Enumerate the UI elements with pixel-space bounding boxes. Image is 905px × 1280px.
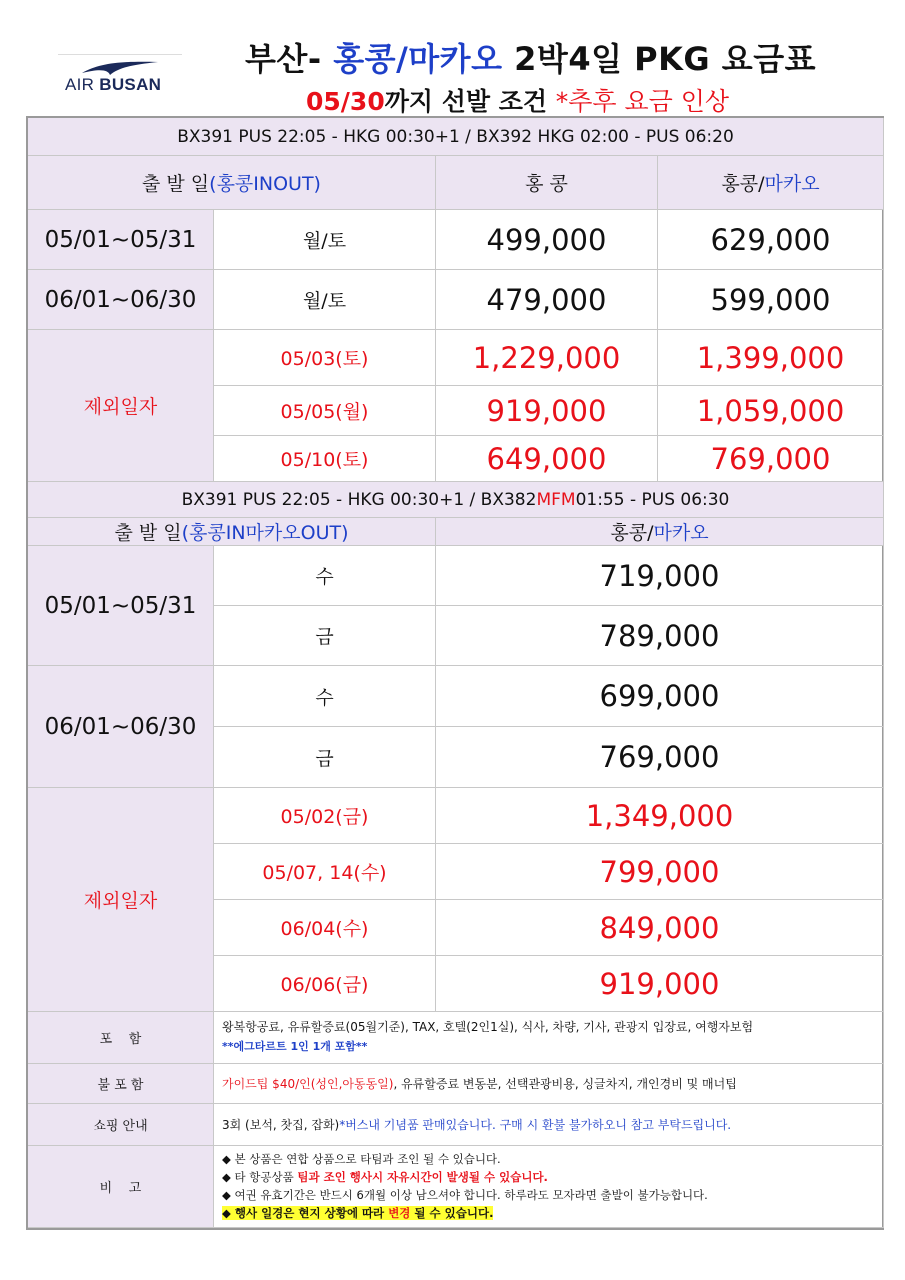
days-cell: 월/토: [214, 270, 436, 330]
excluded-date-cell: 06/04(수): [214, 900, 436, 956]
price-hk-cell: 499,000: [436, 210, 658, 270]
include-text: 왕복항공료, 유류할증료(05월기준), TAX, 호텔(2인1실), 식사, 차량, 기사, 관광지 입장료, 여행자보험 **에그타르트 1인 1개 포함**: [214, 1012, 884, 1064]
excluded-date-cell: 06/06(금): [214, 956, 436, 1012]
excluded-dates-label: 제외일자: [28, 788, 214, 1012]
price-cell: 769,000: [436, 727, 884, 788]
header: [0, 0, 905, 116]
period-cell: 06/01~06/30: [28, 270, 214, 330]
period-cell: 05/01~05/31: [28, 210, 214, 270]
hongkong-macau-header-2: 홍콩/ 마카오: [436, 518, 884, 546]
day-cell: 금: [214, 606, 436, 666]
excluded-price-hkmc-cell: 1,399,000: [658, 330, 884, 386]
excluded-price-hk-cell: 649,000: [436, 436, 658, 482]
shopping-text: 3회 (보석, 찻집, 잡화) *버스내 기념품 판매있습니다. 구매 시 환불 불가하오니 참고 부탁드립니다.: [214, 1104, 884, 1146]
excluded-price-cell: 849,000: [436, 900, 884, 956]
excluded-price-hk-cell: 919,000: [436, 386, 658, 436]
flight-info-row-2: BX391 PUS 22:05 - HKG 00:30+1 / BX382 MFM 01:55 - PUS 06:30: [28, 482, 884, 518]
air-busan-logo: [58, 54, 182, 98]
page-title: 부산- 홍콩/마카오 2박4일 PKG 요금표: [245, 40, 817, 78]
price-cell: 719,000: [436, 546, 884, 606]
excluded-price-cell: 1,349,000: [436, 788, 884, 844]
excluded-date-cell: 05/10(토): [214, 436, 436, 482]
excluded-price-cell: 799,000: [436, 844, 884, 900]
hongkong-header: 홍 콩: [436, 156, 658, 210]
remarks-label: 비 고: [28, 1146, 214, 1228]
logo-text: AIR BUSAN: [65, 75, 162, 94]
period-cell: 06/01~06/30: [28, 666, 214, 788]
day-cell: 수: [214, 666, 436, 727]
include-label: 포 함: [28, 1012, 214, 1064]
remarks-text: ◆ 본 상품은 연합 상품으로 타팀과 조인 될 수 있습니다. ◆ 타 항공상품 팀과 조인 행사시 자유시간이 발생될 수 있습니다. ◆ 여권 유효기간은 반드시 6개월 이상 남으셔야 합니다. 하루라도 모자라면 출발이 불가능합니다. ◆ 행사 일경은 현지 상황에 따라 변경 될 수 있습니다.: [214, 1146, 884, 1228]
departure-header-2: 출 발 일 (홍콩IN마카오OUT): [28, 518, 436, 546]
excluded-price-hkmc-cell: 1,059,000: [658, 386, 884, 436]
hongkong-macau-header-1: 홍콩/ 마카오: [658, 156, 884, 210]
page-subtitle: 05/30까지 선발 조건 *추후 요금 인상: [306, 87, 730, 116]
price-cell: 699,000: [436, 666, 884, 727]
excluded-price-hkmc-cell: 769,000: [658, 436, 884, 482]
exclude-label: 불 포 함: [28, 1064, 214, 1104]
price-hkmc-cell: 629,000: [658, 210, 884, 270]
excluded-date-cell: 05/05(월): [214, 386, 436, 436]
excluded-date-cell: 05/02(금): [214, 788, 436, 844]
excluded-price-hk-cell: 1,229,000: [436, 330, 658, 386]
excluded-price-cell: 919,000: [436, 956, 884, 1012]
excluded-dates-label: 제외일자: [28, 330, 214, 482]
excluded-date-cell: 05/07, 14(수): [214, 844, 436, 900]
day-cell: 수: [214, 546, 436, 606]
exclude-text: 가이드팁 $40/인(성인,아동동일) , 유류할증료 변동분, 선택관광비용, 싱글차지, 개인경비 및 매너팁: [214, 1064, 884, 1104]
departure-header-1: 출 발 일 (홍콩INOUT): [28, 156, 436, 210]
period-cell: 05/01~05/31: [28, 546, 214, 666]
price-hkmc-cell: 599,000: [658, 270, 884, 330]
day-cell: 금: [214, 727, 436, 788]
days-cell: 월/토: [214, 210, 436, 270]
price-cell: 789,000: [436, 606, 884, 666]
price-table: [26, 116, 884, 1230]
price-hk-cell: 479,000: [436, 270, 658, 330]
flight-info-row-1: BX391 PUS 22:05 - HKG 00:30+1 / BX392 HKG 02:00 - PUS 06:20: [28, 118, 884, 156]
shopping-label: 쇼핑 안내: [28, 1104, 214, 1146]
excluded-date-cell: 05/03(토): [214, 330, 436, 386]
